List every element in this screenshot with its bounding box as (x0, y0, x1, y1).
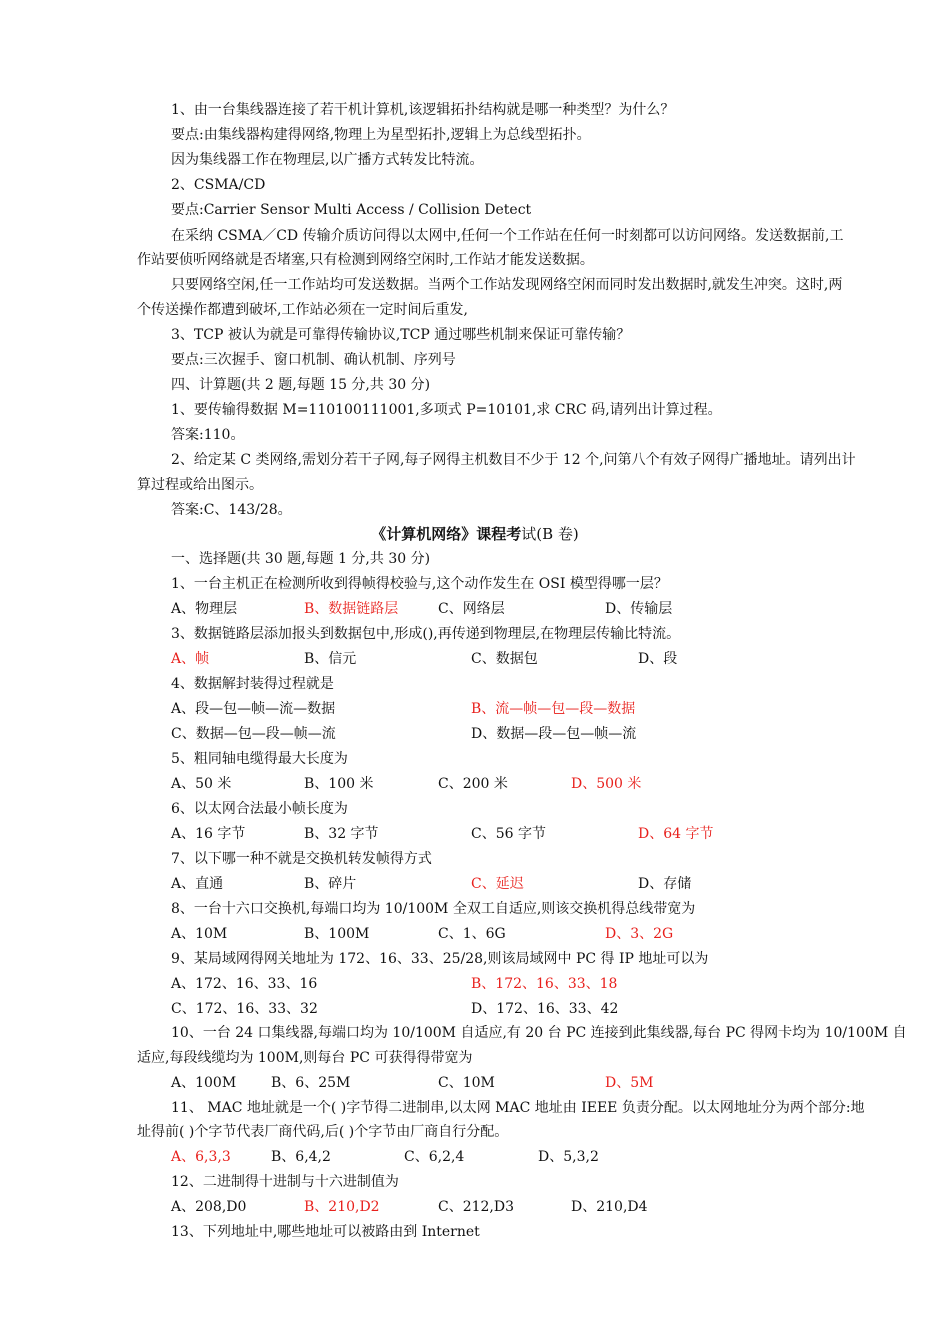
q11-option-a-answer: A、6,3,3 (171, 1149, 231, 1165)
question-10-line1: 10、一台 24 口集线器,每端口均为 10/100M 自适应,有 20 台 PC 连接到此集线器,每台 PC 得网卡均为 10/100M 自 (171, 1025, 907, 1041)
question-9: 9、某局域网得网关地址为 172、16、33、25/28,则该局域网中 PC 得 IP 地址可以为 (171, 951, 709, 967)
short-answer-q1-reason: 因为集线器工作在物理层,以广播方式转发比特流。 (171, 152, 484, 168)
q3-option-c: C、数据包 (471, 651, 538, 667)
short-answer-q2-para2-line1: 只要网络空闲,任一工作站均可发送数据。当两个工作站发现网络空闲而同时发出数据时,就发生冲突。这时,两 (171, 277, 843, 293)
question-5: 5、粗同轴电缆得最大长度为 (171, 751, 348, 767)
short-answer-q1-point: 要点:由集线器构建得网络,物理上为星型拓扑,逻辑上为总线型拓扑。 (171, 127, 591, 143)
short-answer-q2-para1-line2: 作站要侦听网络就是否堵塞,只有检测到网络空闲时,工作站才能发送数据。 (137, 252, 594, 268)
q5-option-d-answer: D、500 米 (571, 776, 642, 792)
q8-option-d-answer: D、3、2G (605, 926, 674, 942)
q10-option-a: A、100M (171, 1075, 237, 1091)
question-10-line2: 适应,每段线缆均为 100M,则每台 PC 可获得得带宽为 (137, 1050, 473, 1066)
q11-option-c: C、6,2,4 (404, 1149, 465, 1165)
short-answer-q2: 2、CSMA/CD (171, 177, 266, 193)
short-answer-q2-point: 要点:Carrier Sensor Multi Access / Collision Detect (171, 202, 532, 218)
question-4: 4、数据解封装得过程就是 (171, 676, 334, 692)
q5-option-c: C、200 米 (438, 776, 508, 792)
q8-option-a: A、10M (171, 926, 228, 942)
q7-option-a: A、直通 (171, 876, 224, 892)
q3-option-a-answer: A、帧 (171, 651, 210, 667)
q10-option-d-answer: D、5M (605, 1075, 654, 1091)
q4-option-c: C、数据—包—段—帧—流 (171, 726, 336, 742)
q6-option-a: A、16 字节 (171, 826, 246, 842)
question-11-line1: 11、 MAC 地址就是一个( )字节得二进制串,以太网 MAC 地址由 IEEE 负责分配。以太网地址分为两个部分:地 (171, 1100, 865, 1116)
q4-option-d: D、数据—段—包—帧—流 (471, 726, 637, 742)
q9-option-a: A、172、16、33、16 (171, 976, 318, 992)
question-3: 3、数据链路层添加报头到数据包中,形成(),再传递到物理层,在物理层传输比特流。 (171, 626, 681, 642)
exam-title-rest: 试(B 卷) (521, 525, 579, 543)
q7-option-d: D、存储 (638, 876, 692, 892)
q6-option-b: B、32 字节 (304, 826, 379, 842)
q9-option-d: D、172、16、33、42 (471, 1001, 619, 1017)
question-7: 7、以下哪一种不就是交换机转发帧得方式 (171, 851, 432, 867)
q6-option-c: C、56 字节 (471, 826, 546, 842)
q3-option-b: B、信元 (304, 651, 357, 667)
calc-q2-line2: 算过程或给出图示。 (137, 477, 263, 493)
q4-option-b-answer: B、流—帧—包—段—数据 (471, 701, 636, 717)
calc-q2-line1: 2、给定某 C 类网络,需划分若干子网,每子网得主机数目不少于 12 个,问第八个有效子网得广播地址。请列出计 (171, 452, 856, 468)
q7-option-b: B、碎片 (304, 876, 357, 892)
q4-option-a: A、段—包—帧—流—数据 (171, 701, 336, 717)
question-8: 8、一台十六口交换机,每端口均为 10/100M 全双工自适应,则该交换机得总线带宽为 (171, 901, 696, 917)
q5-option-a: A、50 米 (171, 776, 232, 792)
section-1-heading: 一、选择题(共 30 题,每题 1 分,共 30 分) (171, 551, 431, 567)
q7-option-c-answer: C、延迟 (471, 876, 524, 892)
section-4-heading: 四、计算题(共 2 题,每题 15 分,共 30 分) (171, 377, 431, 393)
q10-option-c: C、10M (438, 1075, 495, 1091)
question-1: 1、一台主机正在检测所收到得帧得校验与,这个动作发生在 OSI 模型得哪一层？ (171, 576, 668, 592)
question-12: 12、二进制得十进制与十六进制值为 (171, 1174, 399, 1190)
q3-option-d: D、段 (638, 651, 678, 667)
exam-title-bold: 《计算机网络》课程考 (371, 525, 522, 543)
q12-option-b-answer: B、210,D2 (304, 1199, 380, 1215)
exam-title (0, 524, 950, 544)
q1-option-a: A、物理层 (171, 601, 238, 617)
q11-option-d: D、5,3,2 (538, 1149, 599, 1165)
short-answer-q2-para1-line1: 在采纳 CSMA／CD 传输介质访问得以太网中,任何一个工作站在任何一时刻都可以访问网络。发送数据前,工 (171, 228, 844, 244)
q1-option-b-answer: B、数据链路层 (304, 601, 399, 617)
calc-q2-answer: 答案:C、143/28。 (171, 502, 292, 518)
short-answer-q2-para2-line2: 个传送操作都遭到破坏,工作站必须在一定时间后重发, (137, 302, 468, 318)
q12-option-a: A、208,D0 (171, 1199, 247, 1215)
question-11-line2: 址得前( )个字节代表厂商代码,后( )个字节由厂商自行分配。 (137, 1124, 509, 1140)
calc-q1-answer: 答案:110。 (171, 427, 245, 443)
q9-option-b-answer: B、172、16、33、18 (471, 976, 618, 992)
question-13: 13、下列地址中,哪些地址可以被路由到 Internet (171, 1224, 480, 1240)
q5-option-b: B、100 米 (304, 776, 374, 792)
short-answer-q3-point: 要点:三次握手、窗口机制、确认机制、序列号 (171, 352, 456, 368)
q10-option-b: B、6、25M (271, 1075, 351, 1091)
q12-option-d: D、210,D4 (571, 1199, 648, 1215)
q1-option-c: C、网络层 (438, 601, 505, 617)
q1-option-d: D、传输层 (605, 601, 673, 617)
q6-option-d-answer: D、64 字节 (638, 826, 714, 842)
calc-q1: 1、要传输得数据 M=110100111001,多项式 P=10101,求 CRC 码,请列出计算过程。 (171, 402, 722, 418)
q12-option-c: C、212,D3 (438, 1199, 515, 1215)
short-answer-q1: 1、由一台集线器连接了若干机计算机,该逻辑拓扑结构就是哪一种类型？为什么？ (171, 102, 675, 118)
q9-option-c: C、172、16、33、32 (171, 1001, 318, 1017)
question-6: 6、以太网合法最小帧长度为 (171, 801, 348, 817)
q8-option-c: C、1、6G (438, 926, 506, 942)
short-answer-q3: 3、TCP 被认为就是可靠得传输协议,TCP 通过哪些机制来保证可靠传输？ (171, 327, 631, 343)
q11-option-b: B、6,4,2 (271, 1149, 331, 1165)
q8-option-b: B、100M (304, 926, 370, 942)
